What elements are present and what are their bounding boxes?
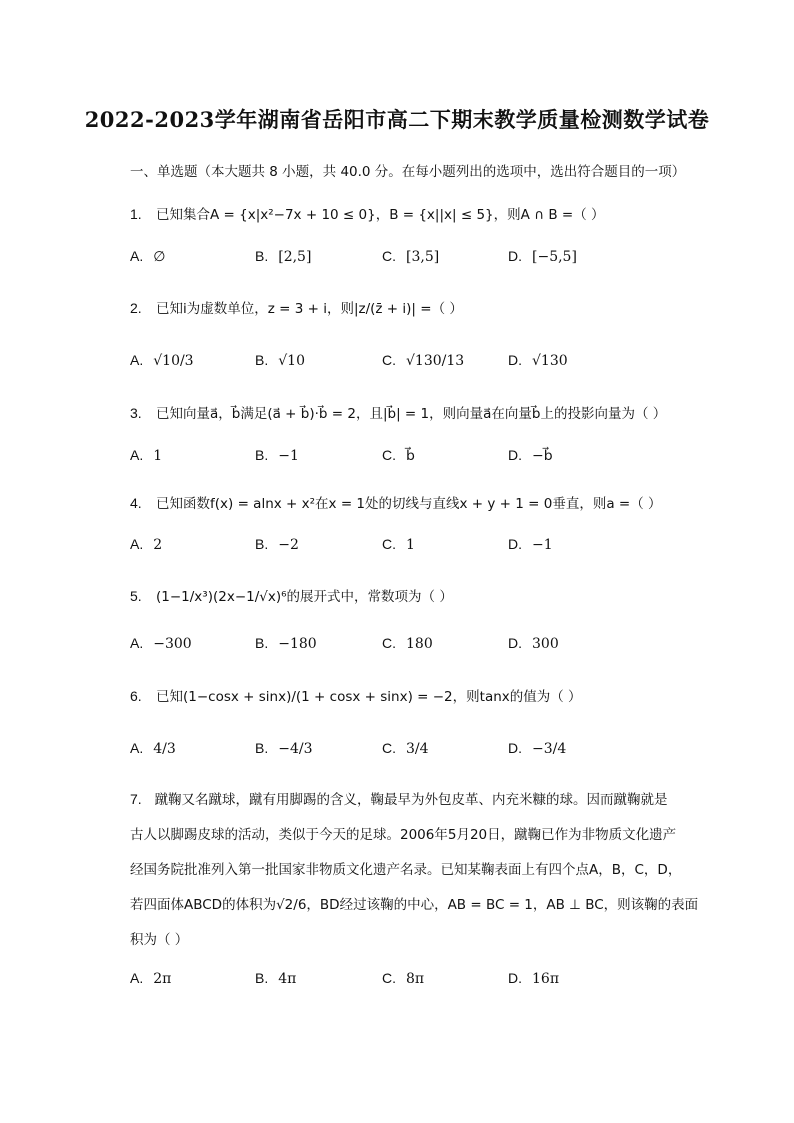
option-letter: A. [130,447,144,463]
option-letter: D. [508,740,522,756]
option-d[interactable] [508,536,553,553]
option-letter: B. [255,635,269,651]
question-number: 7. [130,791,142,807]
option-c[interactable] [382,536,415,553]
question-stem-line: 若四面体ABCD的体积为√2/6，BD经过该鞠的中心，AB = BC = 1，AB ⊥ BC，则该鞠的表面 [130,897,699,913]
exam-title: 2022-2023学年湖南省岳阳市高二下期末教学质量检测数学试卷 [84,107,710,132]
option-c[interactable] [382,740,429,757]
options-1 [130,248,690,268]
option-d[interactable] [508,970,559,987]
option-letter: D. [508,536,522,552]
option-text: 3/4 [406,741,429,757]
option-b[interactable] [255,536,299,553]
question-stem: (1−1/x³)(2x−1/√x)⁶的展开式中，常数项为（ ） [156,589,453,605]
option-a[interactable] [130,248,165,265]
option-text: √10/3 [153,353,194,369]
question-number: 5. [130,588,142,604]
question-3 [130,402,666,422]
option-text: √130 [532,353,568,369]
options-3 [130,447,690,467]
option-text: −180 [278,636,317,652]
question-number: 2. [130,300,142,316]
option-letter: C. [382,740,396,756]
option-letter: B. [255,536,269,552]
option-text: −b⃗ [532,448,553,464]
option-letter: A. [130,536,144,552]
option-text: 2 [153,537,163,553]
option-text: 16π [532,971,560,987]
option-c[interactable] [382,970,424,987]
options-4 [130,536,690,556]
option-text: −1 [532,537,553,553]
option-d[interactable] [508,447,553,464]
option-text: 1 [406,537,415,553]
options-6 [130,740,690,760]
option-a[interactable] [130,447,162,464]
question-stem: 已知集合A = {x|x²−7x + 10 ≤ 0}，B = {x||x| ≤ 5}，则A ∩ B =（ ） [156,207,605,223]
option-letter: C. [382,352,396,368]
question-5 [130,585,453,605]
option-c[interactable] [382,352,464,369]
question-number: 1. [130,206,142,222]
question-4 [130,492,662,512]
option-text: √130/13 [406,353,465,369]
option-letter: A. [130,970,144,986]
option-b[interactable] [255,740,313,757]
question-2 [130,297,463,317]
option-letter: D. [508,352,522,368]
option-letter: A. [130,635,144,651]
option-text: 8π [406,971,425,987]
option-letter: D. [508,447,522,463]
option-letter: C. [382,536,396,552]
option-letter: D. [508,970,522,986]
option-letter: C. [382,248,396,264]
option-letter: B. [255,970,269,986]
question-number: 4. [130,495,142,511]
option-text: [3,5] [406,249,440,265]
option-a[interactable] [130,740,176,757]
option-b[interactable] [255,248,311,265]
option-d[interactable] [508,248,577,265]
option-b[interactable] [255,447,299,464]
option-a[interactable] [130,970,171,987]
option-c[interactable] [382,635,433,652]
option-letter: C. [382,447,396,463]
option-a[interactable] [130,635,192,652]
option-d[interactable] [508,635,559,652]
option-letter: A. [130,740,144,756]
question-stem-line: 经国务院批准列入第一批国家非物质文化遗产名录。已知某鞠表面上有四个点A，B，C，D， [130,862,682,878]
option-letter: A. [130,352,144,368]
option-text: 180 [406,636,433,652]
option-d[interactable] [508,352,568,369]
question-stem-line: 古人以脚踢皮球的活动，类似于今天的足球。2006年5月20日，蹴鞠已作为非物质文化遗产 [130,827,677,843]
option-text: 4π [278,971,297,987]
option-a[interactable] [130,352,194,369]
option-text: b⃗ [406,448,415,464]
option-text: −2 [278,537,299,553]
question-stem: 已知向量a⃗，b⃗满足(a⃗ + b⃗)·b⃗ = 2，且|b⃗| = 1，则向量a⃗在向量b⃗上的投影向量为（ ） [156,406,667,422]
option-letter: B. [255,248,269,264]
question-stem: 已知(1−cosx + sinx)/(1 + cosx + sinx) = −2，则tanx的值为（ ） [156,689,582,705]
question-6 [130,685,582,705]
options-2 [130,352,690,372]
options-7 [130,970,690,990]
question-stem: 已知i为虚数单位，z = 3 + i，则|z/(z̄ + i)| =（ ） [156,301,463,317]
option-b[interactable] [255,352,305,369]
question-stem-line: 积为（ ） [130,932,189,948]
option-text: −4/3 [278,741,313,757]
option-text: −3/4 [532,741,567,757]
option-b[interactable] [255,635,317,652]
question-stem: 已知函数f(x) = alnx + x²在x = 1处的切线与直线x + y + 1 = 0垂直，则a =（ ） [156,496,662,512]
option-text: −300 [153,636,192,652]
option-letter: C. [382,635,396,651]
options-5 [130,635,690,655]
option-letter: D. [508,635,522,651]
option-b[interactable] [255,970,296,987]
option-d[interactable] [508,740,566,757]
option-a[interactable] [130,536,162,553]
section-header: 一、单选题（本大题共 8 小题，共 40.0 分。在每小题列出的选项中，选出符合题目的一项） [130,164,686,180]
option-text: 300 [532,636,559,652]
option-text: [−5,5] [532,249,577,265]
option-letter: A. [130,248,144,264]
option-letter: D. [508,248,522,264]
option-text: 1 [153,448,163,464]
option-text: 2π [153,971,172,987]
option-c[interactable] [382,447,415,464]
option-text: [2,5] [278,249,312,265]
option-text: 4/3 [153,741,176,757]
option-letter: C. [382,970,396,986]
option-letter: B. [255,352,269,368]
option-text: −1 [278,448,299,464]
option-text: ∅ [153,249,166,265]
question-stem-line: 7. 蹴鞠又名蹴球，蹴有用脚踢的含义，鞠最早为外包皮革、内充米糠的球。因而蹴鞠就是 [130,791,668,808]
option-c[interactable] [382,248,439,265]
option-text: √10 [278,353,305,369]
option-letter: B. [255,740,269,756]
question-1 [130,203,605,223]
question-number: 6. [130,688,142,704]
question-7 [130,782,700,958]
option-letter: B. [255,447,269,463]
question-number: 3. [130,405,142,421]
